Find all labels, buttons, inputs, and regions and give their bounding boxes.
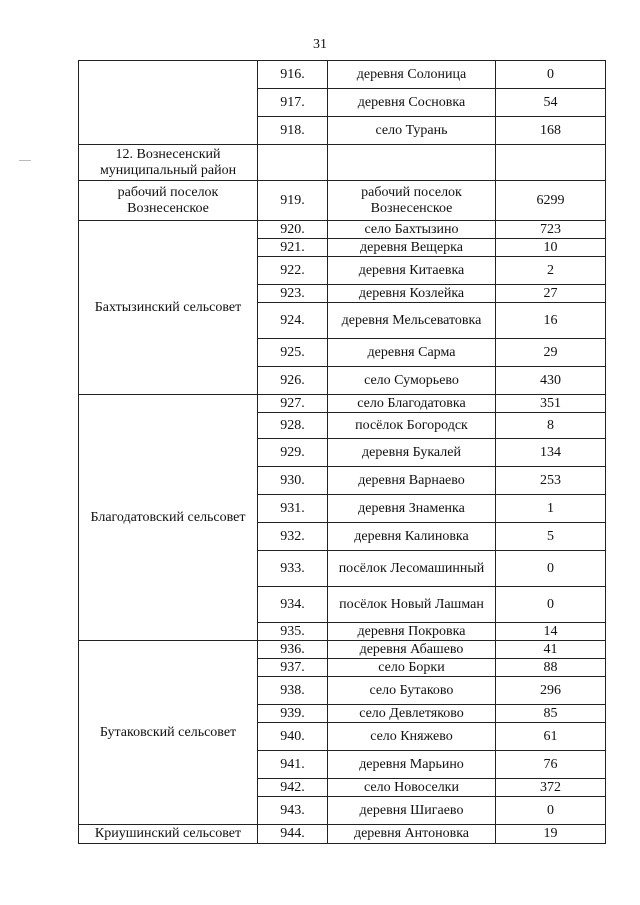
empty-cell bbox=[328, 145, 496, 181]
settlement-name: село Благодатовка bbox=[328, 395, 496, 413]
empty-cell bbox=[258, 145, 328, 181]
table-row bbox=[79, 641, 606, 659]
settlement-name: деревня Китаевка bbox=[328, 257, 496, 285]
population-value: 2 bbox=[496, 257, 606, 285]
population-value: 0 bbox=[496, 587, 606, 623]
settlement-name: деревня Шигаево bbox=[328, 797, 496, 825]
settlement-name: деревня Солоница bbox=[328, 61, 496, 89]
settlement-name: деревня Антоновка bbox=[328, 825, 496, 844]
municipality-name bbox=[79, 61, 258, 145]
row-number: 938. bbox=[258, 677, 328, 705]
row-number: 925. bbox=[258, 339, 328, 367]
settlement-name: село Новоселки bbox=[328, 779, 496, 797]
row-number: 919. bbox=[258, 181, 328, 221]
row-number: 917. bbox=[258, 89, 328, 117]
population-value: 27 bbox=[496, 285, 606, 303]
population-value: 61 bbox=[496, 723, 606, 751]
population-value: 430 bbox=[496, 367, 606, 395]
row-number: 941. bbox=[258, 751, 328, 779]
population-value: 723 bbox=[496, 221, 606, 239]
row-number: 937. bbox=[258, 659, 328, 677]
settlement-name: село Княжево bbox=[328, 723, 496, 751]
row-number: 940. bbox=[258, 723, 328, 751]
settlement-name: село Бахтызино bbox=[328, 221, 496, 239]
settlement-name: деревня Знаменка bbox=[328, 495, 496, 523]
population-value: 0 bbox=[496, 61, 606, 89]
population-value: 54 bbox=[496, 89, 606, 117]
row-number: 935. bbox=[258, 623, 328, 641]
settlement-name: село Суморьево bbox=[328, 367, 496, 395]
row-number: 939. bbox=[258, 705, 328, 723]
table-row bbox=[79, 825, 606, 844]
settlement-name: село Девлетяково bbox=[328, 705, 496, 723]
settlement-name: посёлок Лесомашинный bbox=[328, 551, 496, 587]
row-number: 943. bbox=[258, 797, 328, 825]
population-value: 41 bbox=[496, 641, 606, 659]
population-value: 10 bbox=[496, 239, 606, 257]
district-header: 12. Вознесенский муниципальный район bbox=[79, 145, 258, 181]
municipality-name: Бутаковский сельсовет bbox=[79, 641, 258, 825]
row-number: 944. bbox=[258, 825, 328, 844]
settlement-name: село Турань bbox=[328, 117, 496, 145]
population-value: 8 bbox=[496, 413, 606, 439]
population-value: 253 bbox=[496, 467, 606, 495]
row-number: 922. bbox=[258, 257, 328, 285]
row-number: 918. bbox=[258, 117, 328, 145]
row-number: 920. bbox=[258, 221, 328, 239]
settlement-name: деревня Сарма bbox=[328, 339, 496, 367]
population-value: 296 bbox=[496, 677, 606, 705]
population-value: 0 bbox=[496, 551, 606, 587]
settlement-name: деревня Вещерка bbox=[328, 239, 496, 257]
row-number: 927. bbox=[258, 395, 328, 413]
row-number: 934. bbox=[258, 587, 328, 623]
page-number: 31 bbox=[313, 37, 327, 52]
row-number: 932. bbox=[258, 523, 328, 551]
row-number: 926. bbox=[258, 367, 328, 395]
population-value: 29 bbox=[496, 339, 606, 367]
settlement-name: деревня Калиновка bbox=[328, 523, 496, 551]
population-value: 76 bbox=[496, 751, 606, 779]
settlements-table-body bbox=[79, 61, 606, 844]
population-value: 14 bbox=[496, 623, 606, 641]
settlement-name: рабочий поселок Вознесенское bbox=[328, 181, 496, 221]
empty-cell bbox=[496, 145, 606, 181]
settlement-name: деревня Сосновка bbox=[328, 89, 496, 117]
settlement-name: деревня Букалей bbox=[328, 439, 496, 467]
population-value: 85 bbox=[496, 705, 606, 723]
row-number: 930. bbox=[258, 467, 328, 495]
row-number: 921. bbox=[258, 239, 328, 257]
district-header-row bbox=[79, 145, 606, 181]
row-number: 916. bbox=[258, 61, 328, 89]
settlements-table bbox=[78, 60, 606, 844]
settlement-name: деревня Мельсеватовка bbox=[328, 303, 496, 339]
population-value: 0 bbox=[496, 797, 606, 825]
population-value: 19 bbox=[496, 825, 606, 844]
population-value: 372 bbox=[496, 779, 606, 797]
population-value: 351 bbox=[496, 395, 606, 413]
population-value: 134 bbox=[496, 439, 606, 467]
settlement-name: деревня Покровка bbox=[328, 623, 496, 641]
municipality-name: рабочий поселок Вознесенское bbox=[79, 181, 258, 221]
row-number: 929. bbox=[258, 439, 328, 467]
settlement-name: посёлок Богородск bbox=[328, 413, 496, 439]
row-number: 933. bbox=[258, 551, 328, 587]
row-number: 928. bbox=[258, 413, 328, 439]
settlement-name: село Бутаково bbox=[328, 677, 496, 705]
population-value: 88 bbox=[496, 659, 606, 677]
population-value: 6299 bbox=[496, 181, 606, 221]
population-value: 16 bbox=[496, 303, 606, 339]
population-value: 5 bbox=[496, 523, 606, 551]
row-number: 924. bbox=[258, 303, 328, 339]
margin-mark bbox=[19, 160, 31, 161]
table-row bbox=[79, 61, 606, 89]
row-number: 942. bbox=[258, 779, 328, 797]
row-number: 931. bbox=[258, 495, 328, 523]
settlement-name: деревня Варнаево bbox=[328, 467, 496, 495]
settlement-name: деревня Марьино bbox=[328, 751, 496, 779]
settlement-name: село Борки bbox=[328, 659, 496, 677]
settlement-name: посёлок Новый Лашман bbox=[328, 587, 496, 623]
municipality-name: Благодатовский сельсовет bbox=[79, 395, 258, 641]
table-row bbox=[79, 221, 606, 239]
settlement-name: деревня Абашево bbox=[328, 641, 496, 659]
row-number: 936. bbox=[258, 641, 328, 659]
table-row bbox=[79, 395, 606, 413]
population-value: 168 bbox=[496, 117, 606, 145]
population-value: 1 bbox=[496, 495, 606, 523]
municipality-name: Криушинский сельсовет bbox=[79, 825, 258, 844]
row-number: 923. bbox=[258, 285, 328, 303]
settlement-name: деревня Козлейка bbox=[328, 285, 496, 303]
table-row bbox=[79, 181, 606, 221]
municipality-name: Бахтызинский сельсовет bbox=[79, 221, 258, 395]
